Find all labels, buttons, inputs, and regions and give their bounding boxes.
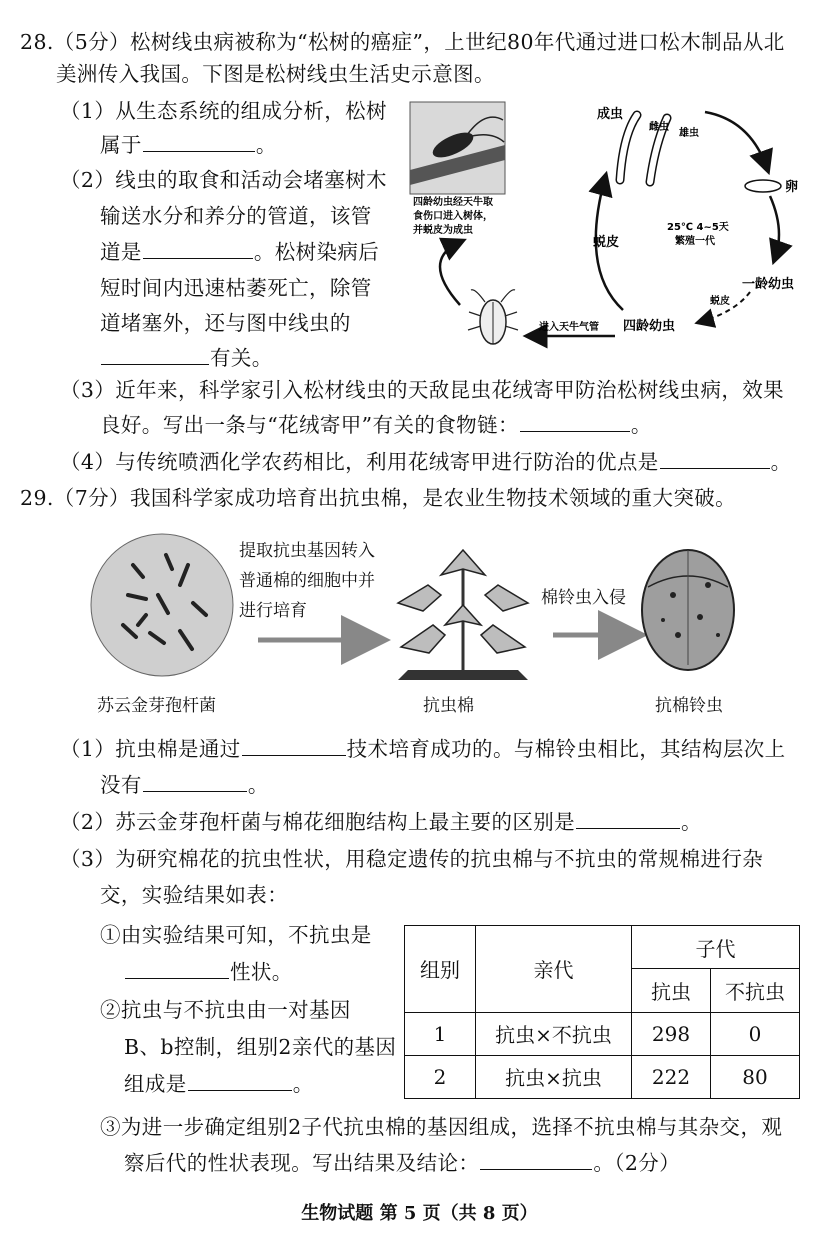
q28-part2-line5: 道堵塞外，还与图中线虫的 <box>100 311 351 335</box>
header-resistant: 抗虫 <box>632 969 711 1012</box>
label-female: 雌虫 <box>649 122 669 133</box>
q28-part3-line1: （3）近年来，科学家引入松材线虫的天敌昆虫花绒寄甲防治松树线虫病，效果 <box>60 378 785 402</box>
cell-resistant: 298 <box>632 1012 711 1055</box>
answer-blank[interactable] <box>143 240 253 259</box>
caption-boll: 抗棉铃虫 <box>655 696 723 716</box>
cell-group: 1 <box>405 1012 476 1055</box>
q29-part3-line1: （3）为研究棉花的抗虫性状，用稳定遗传的抗虫棉与不抗虫的常规棉进行杂 <box>60 847 764 871</box>
answer-blank[interactable] <box>125 960 229 979</box>
label-fourth-instar: 四龄幼虫 <box>623 319 676 334</box>
q28-stem-line1: 28.（5分）松树线虫病被称为“松树的癌症”，上世纪80年代通过进口松木制品从北 <box>20 30 785 54</box>
q28-part2-line4: 短时间内迅速枯萎死亡，除管 <box>100 276 372 300</box>
cotton-plant-illustration <box>398 550 528 680</box>
label-molt-left: 蜕皮 <box>593 235 620 250</box>
label-first-instar: 一龄幼虫 <box>742 277 795 292</box>
header-offspring: 子代 <box>632 926 800 969</box>
answer-blank[interactable] <box>101 346 209 365</box>
beetle-note-line3: 并蜕皮为成虫 <box>413 225 473 236</box>
cell-nonresistant: 80 <box>711 1055 800 1098</box>
answer-blank[interactable] <box>143 133 255 152</box>
cell-resistant: 222 <box>632 1055 711 1098</box>
results-table <box>404 925 800 1099</box>
q29-sub3-line2: 察后代的性状表现。写出结果及结论： 。（2分） <box>124 1151 681 1175</box>
answer-blank[interactable] <box>660 450 770 469</box>
answer-blank[interactable] <box>520 413 630 432</box>
q28-stem-line2: 美洲传入我国。下图是松树线虫生活史示意图。 <box>56 62 495 86</box>
answer-blank[interactable] <box>242 737 346 756</box>
q29-sub2-line1: ②抗虫与不抗虫由一对基因 <box>100 998 351 1022</box>
label-enter-trachea: 进入天牛气管 <box>539 322 599 333</box>
caption-bacillus: 苏云金芽孢杆菌 <box>97 696 216 716</box>
cell-group: 2 <box>405 1055 476 1098</box>
diagram-step1-line1: 提取抗虫基因转入 <box>239 541 375 561</box>
answer-blank[interactable] <box>480 1151 592 1170</box>
page-footer: 生物试题 第 5 页（共 8 页） <box>301 1203 538 1224</box>
q29-part3-line2: 交，实验结果如表： <box>100 883 289 907</box>
q28-part3-line2: 良好。写出一条与“花绒寄甲”有关的食物链： 。 <box>100 413 652 437</box>
answer-blank[interactable] <box>576 810 680 829</box>
label-cycle-time: 25℃ 4~5天 <box>667 222 729 233</box>
transgenic-cotton-diagram <box>88 525 808 695</box>
q29-stem: 29.（7分）我国科学家成功培育出抗虫棉，是农业生物技术领域的重大突破。 <box>20 486 737 510</box>
answer-blank[interactable] <box>143 773 247 792</box>
bacillus-micrograph <box>91 534 233 676</box>
cell-parent: 抗虫×不抗虫 <box>476 1012 632 1055</box>
header-nonresistant: 不抗虫 <box>711 969 800 1012</box>
q28-part2-line6: 有关。 <box>100 344 273 372</box>
table-row <box>405 1012 800 1055</box>
label-adult: 成虫 <box>597 107 624 122</box>
cell-parent: 抗虫×抗虫 <box>476 1055 632 1098</box>
beetle-on-branch-illustration <box>410 102 505 194</box>
q28-part4: （4）与传统喷洒化学农药相比，利用花绒寄甲进行防治的优点是 。 <box>60 450 792 474</box>
q29-part2: （2）苏云金芽孢杆菌与棉花细胞结构上最主要的区别是 。 <box>60 810 702 834</box>
label-male: 雄虫 <box>679 128 699 139</box>
diagram-step1-line3: 进行培育 <box>239 601 307 621</box>
q28-part2-line2: 输送水分和养分的管道，该管 <box>100 204 372 228</box>
label-molt-right: 蜕皮 <box>710 296 730 307</box>
egg-shape <box>745 180 781 192</box>
header-group: 组别 <box>405 926 476 1013</box>
q29-sub2-line2: B、b控制，组别2亲代的基因 <box>124 1035 397 1059</box>
q29-part1-line1: （1）抗虫棉是通过 技术培育成功的。与棉铃虫相比，其结构层次上 <box>60 737 786 761</box>
q28-part1-line1: （1）从生态系统的组成分析，松树 <box>60 99 387 123</box>
q28-part2-line3: 道是 。松树染病后 <box>100 240 380 264</box>
beetle-note-line1: 四龄幼虫经天牛取 <box>413 197 493 208</box>
label-egg: 卵 <box>785 180 799 195</box>
beetle-note-line2: 食伤口进入树体， <box>413 211 493 222</box>
q29-sub1-line2: 性状。 <box>124 958 293 986</box>
cell-nonresistant: 0 <box>711 1012 800 1055</box>
caption-cotton: 抗虫棉 <box>423 696 474 716</box>
table-row <box>405 1055 800 1098</box>
q28-part1-line2: 属于 。 <box>100 133 277 157</box>
cotton-boll-illustration <box>642 550 734 670</box>
nematode-life-cycle-diagram <box>405 90 825 365</box>
q28-part2-line1: （2）线虫的取食和活动会堵塞树木 <box>60 168 387 192</box>
diagram-step2-label: 棉铃虫入侵 <box>541 588 626 608</box>
q29-sub1-line1: ①由实验结果可知，不抗虫是 <box>100 923 372 947</box>
header-parent: 亲代 <box>476 926 632 1013</box>
beetle-illustration <box>468 290 518 344</box>
q29-sub3-line1: ③为进一步确定组别2子代抗虫棉的基因组成，选择不抗虫棉与其杂交，观 <box>100 1115 783 1139</box>
diagram-step1-line2: 普通棉的细胞中并 <box>239 571 375 591</box>
q29-sub2-line3: 组成是 。 <box>124 1072 314 1096</box>
q29-part1-line2: 没有 。 <box>100 773 269 797</box>
label-cycle-generation: 繁殖一代 <box>675 236 715 247</box>
answer-blank[interactable] <box>188 1072 292 1091</box>
